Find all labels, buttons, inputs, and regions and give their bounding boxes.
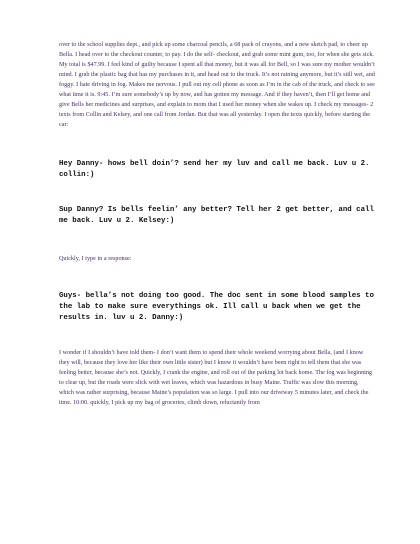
document-page	[59, 40, 379, 408]
body-paragraph: over to the school supplies dept., and pick up some charcoal pencils, a 68 pack of crayons, and a new sketch pad, to cheer up Bella. I head over to the checkout counter, to pay. I do the self- checkout, and grab some mint gum, too, for when she gets sick. My total is $47.99. I feel kind of guilty because I spent all that money, but it was all for Bell, so I was sure my mother wouldn’t mind. I grab the plastic bag that has my purchases in it, and head out to the truck. It’s not raining anymore, but it’s still wet, and foggy. I hate driving in fog. Makes me nervous. I pull out my cell phone as soon as I’m in the cab of the truck, and check to see what time it is. 9:45. I’m sure somebody’s up by now, and has gotten my message. And if they haven’t, then I’ll get home and give Bells her medicines and surprises, and explain to mom that I used her money when she wakes up. I check my messages- 2 texts from Collin and Kelsey, and one call from Jordan. But that was all yesterday. I open the texts quickly, before starting the car:	[59, 42, 375, 128]
body-paragraph: I wonder if I shouldn’t have told them- I don’t want them to spend their whole weekend worrying about Bella, (and I know they will, because they love her like their own little sister) but I know it wouldn’t have been right to tell them that she was feeling better, because she’s not. Quickly, I crank the engine, and roll out of the parking lot back home. The fog was beginning to clear up, but the roads were slick with wet leaves, which was hazardous in busy Maine. Traffic was slow this morning, which was rather surprising, because Maine’s population was so large. I pull into our driveway 5 minutes later, and check the time. 10:00. quickly, I pick up my bag of groceries, climb down, reluctantly from	[59, 350, 372, 406]
body-paragraph: Quickly, I type in a response:	[59, 256, 132, 262]
text-message-collin: Hey Danny- hows bell doin’? send her my luv and call me back. Luv u 2. collin:)	[59, 160, 374, 179]
text-message-kelsey: Sup Danny? Is bells feelin’ any better? Tell her 2 get better, and call me back. Luv u 2. Kelsey:)	[59, 206, 379, 225]
text-message-danny-reply: Guys- bella’s not doing too good. The doc sent in some blood samples to the lab to make sure everythings ok. Ill call u back when we get the results in. luv u 2. Danny:)	[59, 292, 379, 322]
